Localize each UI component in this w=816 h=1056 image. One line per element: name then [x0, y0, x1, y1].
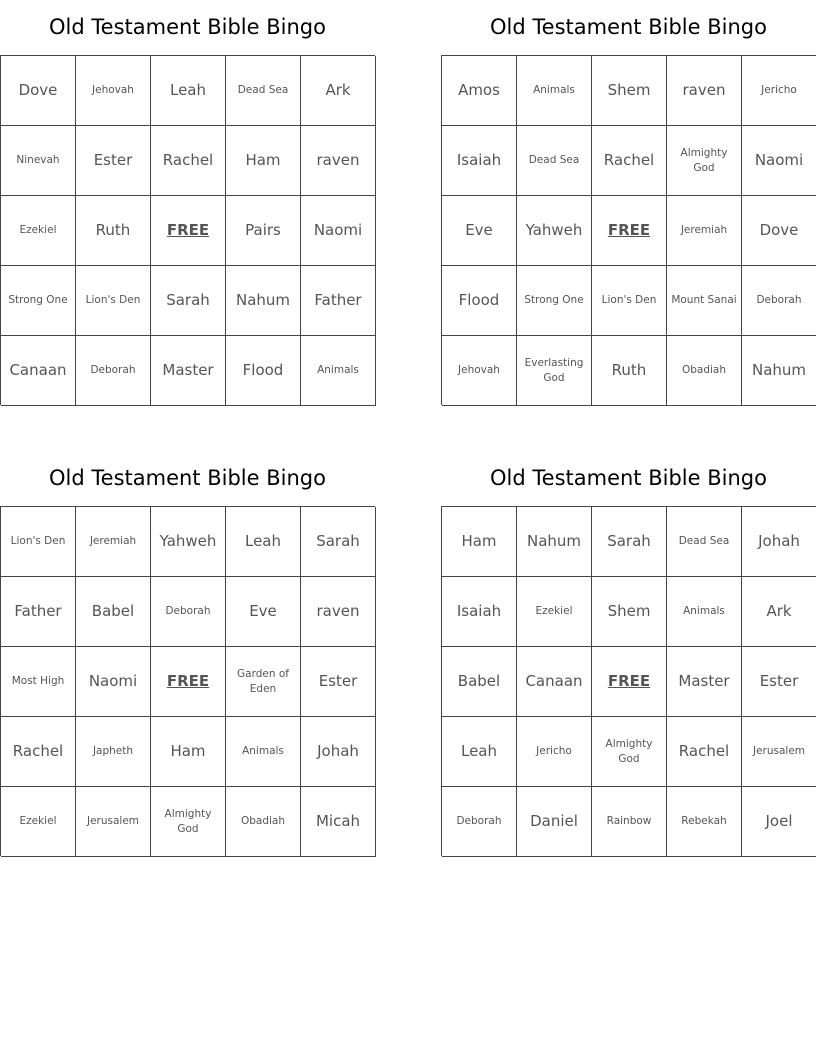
- bingo-cell: Deborah: [442, 787, 517, 857]
- bingo-cell: Master: [151, 336, 226, 406]
- bingo-cell: Dove: [1, 56, 76, 126]
- bingo-cell: Rachel: [1, 717, 76, 787]
- bingo-cell: Most High: [1, 647, 76, 717]
- bingo-cell: Ham: [226, 126, 301, 196]
- bingo-cell: Rachel: [592, 126, 667, 196]
- card-title: Old Testament Bible Bingo: [490, 466, 767, 490]
- bingo-cell: Animals: [226, 717, 301, 787]
- bingo-cell: Naomi: [301, 196, 376, 266]
- bingo-cell: Eve: [442, 196, 517, 266]
- bingo-cell: Shem: [592, 577, 667, 647]
- bingo-cell: Animals: [301, 336, 376, 406]
- free-space-cell: FREE: [592, 196, 667, 266]
- bingo-cell: Babel: [442, 647, 517, 717]
- bingo-grid: [0, 506, 375, 856]
- card-title: Old Testament Bible Bingo: [49, 466, 326, 490]
- bingo-cell: Ham: [442, 507, 517, 577]
- bingo-cell: Dead Sea: [517, 126, 592, 196]
- bingo-cell: Nahum: [517, 507, 592, 577]
- bingo-cell: Canaan: [1, 336, 76, 406]
- bingo-cell: Jerusalem: [742, 717, 816, 787]
- bingo-cell: Father: [1, 577, 76, 647]
- free-space-cell: FREE: [592, 647, 667, 717]
- bingo-cell: Shem: [592, 56, 667, 126]
- bingo-cell: Dead Sea: [226, 56, 301, 126]
- card-title: Old Testament Bible Bingo: [49, 15, 326, 39]
- bingo-grid: [441, 506, 816, 856]
- bingo-cell: Father: [301, 266, 376, 336]
- bingo-cell: Ham: [151, 717, 226, 787]
- bingo-cell: Rachel: [667, 717, 742, 787]
- bingo-cell: Ezekiel: [1, 787, 76, 857]
- free-space-cell: FREE: [151, 647, 226, 717]
- bingo-cell: Ark: [742, 577, 816, 647]
- bingo-cell: Master: [667, 647, 742, 717]
- bingo-cell: Jericho: [517, 717, 592, 787]
- bingo-cell: Dove: [742, 196, 816, 266]
- bingo-cell: Deborah: [151, 577, 226, 647]
- bingo-cell: Johah: [742, 507, 816, 577]
- bingo-cell: Jericho: [742, 56, 816, 126]
- bingo-cell: Sarah: [151, 266, 226, 336]
- bingo-cell: Everlasting God: [517, 336, 592, 406]
- bingo-cell: Strong One: [517, 266, 592, 336]
- bingo-cell: Isaiah: [442, 126, 517, 196]
- bingo-cell: Lion's Den: [76, 266, 151, 336]
- bingo-cell: Almighty God: [592, 717, 667, 787]
- bingo-cell: Yahweh: [517, 196, 592, 266]
- bingo-cell: Jeremiah: [76, 507, 151, 577]
- bingo-cell: Nahum: [742, 336, 816, 406]
- bingo-cell: Leah: [226, 507, 301, 577]
- bingo-cell: Almighty God: [151, 787, 226, 857]
- bingo-cell: Rebekah: [667, 787, 742, 857]
- bingo-cell: Garden of Eden: [226, 647, 301, 717]
- bingo-cell: Ester: [301, 647, 376, 717]
- bingo-cell: Naomi: [76, 647, 151, 717]
- bingo-cell: Ark: [301, 56, 376, 126]
- bingo-cell: Ninevah: [1, 126, 76, 196]
- bingo-cell: raven: [667, 56, 742, 126]
- bingo-cell: Rainbow: [592, 787, 667, 857]
- bingo-cell: Flood: [442, 266, 517, 336]
- bingo-cell: Deborah: [742, 266, 816, 336]
- bingo-cell: Mount Sanai: [667, 266, 742, 336]
- bingo-cell: Canaan: [517, 647, 592, 717]
- bingo-cell: Ester: [742, 647, 816, 717]
- bingo-cell: Ezekiel: [517, 577, 592, 647]
- bingo-cell: Lion's Den: [592, 266, 667, 336]
- bingo-cell: Eve: [226, 577, 301, 647]
- bingo-cell: Obadiah: [226, 787, 301, 857]
- bingo-cell: Leah: [151, 56, 226, 126]
- bingo-cell: Ester: [76, 126, 151, 196]
- bingo-cell: Sarah: [592, 507, 667, 577]
- bingo-cell: Jeremiah: [667, 196, 742, 266]
- bingo-cell: raven: [301, 126, 376, 196]
- bingo-cell: Babel: [76, 577, 151, 647]
- bingo-cell: Sarah: [301, 507, 376, 577]
- bingo-cell: Joel: [742, 787, 816, 857]
- bingo-cell: Deborah: [76, 336, 151, 406]
- bingo-cell: Ezekiel: [1, 196, 76, 266]
- bingo-cell: Ruth: [76, 196, 151, 266]
- bingo-cell: Rachel: [151, 126, 226, 196]
- bingo-cell: Dead Sea: [667, 507, 742, 577]
- card-title: Old Testament Bible Bingo: [490, 15, 767, 39]
- bingo-cell: Jehovah: [442, 336, 517, 406]
- bingo-cell: Daniel: [517, 787, 592, 857]
- bingo-grid: [0, 55, 375, 405]
- bingo-cell: Ruth: [592, 336, 667, 406]
- bingo-cell: Animals: [667, 577, 742, 647]
- bingo-cell: Japheth: [76, 717, 151, 787]
- bingo-cell: Lion's Den: [1, 507, 76, 577]
- bingo-cell: Animals: [517, 56, 592, 126]
- bingo-cell: Johah: [301, 717, 376, 787]
- bingo-cell: Nahum: [226, 266, 301, 336]
- bingo-cell: Leah: [442, 717, 517, 787]
- bingo-cell: Strong One: [1, 266, 76, 336]
- bingo-cell: Naomi: [742, 126, 816, 196]
- bingo-cell: Almighty God: [667, 126, 742, 196]
- bingo-cell: Jerusalem: [76, 787, 151, 857]
- bingo-cell: Obadiah: [667, 336, 742, 406]
- bingo-cell: Jehovah: [76, 56, 151, 126]
- bingo-grid: [441, 55, 816, 405]
- bingo-cell: Pairs: [226, 196, 301, 266]
- bingo-cell: Isaiah: [442, 577, 517, 647]
- bingo-cell: Micah: [301, 787, 376, 857]
- bingo-cell: raven: [301, 577, 376, 647]
- bingo-cell: Yahweh: [151, 507, 226, 577]
- bingo-cell: Flood: [226, 336, 301, 406]
- bingo-cell: Amos: [442, 56, 517, 126]
- free-space-cell: FREE: [151, 196, 226, 266]
